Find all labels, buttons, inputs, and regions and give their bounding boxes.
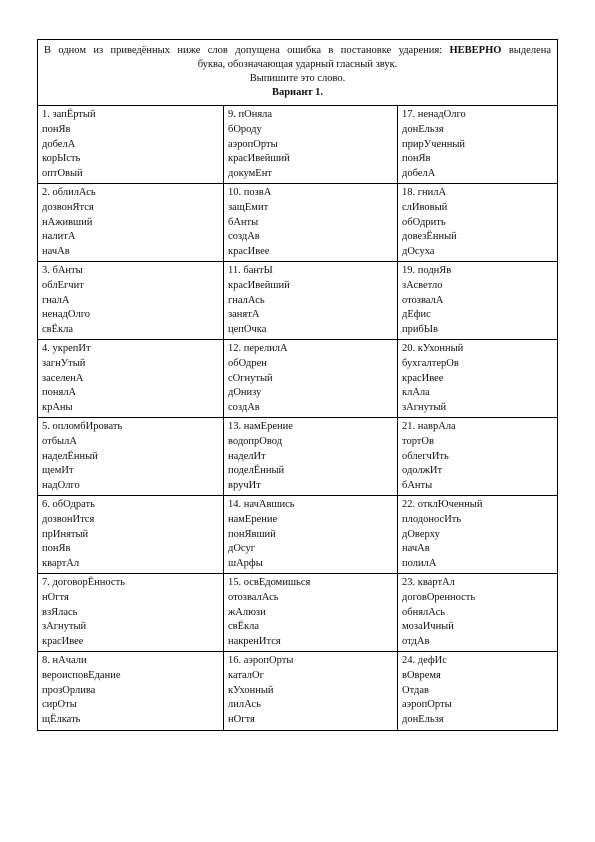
task-cell — [38, 652, 224, 730]
task-cell — [38, 262, 224, 340]
variant-title: Вариант 1. — [271, 87, 324, 98]
task-word: квартАл — [42, 558, 80, 570]
task-word: нОгтя — [228, 714, 255, 726]
task-word: 10. позвА — [228, 187, 272, 198]
task-word: красИвее — [228, 246, 270, 258]
task-word: сОгнутый — [228, 372, 273, 384]
task-word: 2. облилАсь — [42, 187, 96, 198]
task-cell — [398, 340, 557, 418]
task-word: мозаИчный — [402, 621, 454, 633]
instruction-block — [38, 40, 557, 106]
task-cell — [38, 340, 224, 418]
task-word: дОсуг — [228, 543, 256, 555]
task-word: взЯлась — [42, 606, 78, 618]
task-word: загнУтый — [42, 357, 86, 369]
task-word: создАв — [228, 231, 260, 243]
task-word: обОдрен — [228, 357, 267, 369]
task-word: щемИт — [42, 465, 74, 477]
task-word: понЯв — [402, 153, 431, 165]
task-word: 5. опломбИровать — [42, 421, 123, 432]
task-word: поделЁнный — [228, 465, 285, 477]
task-word: 6. обОдрать — [42, 499, 95, 510]
task-word: отозвалА — [402, 294, 444, 306]
task-word: добелА — [402, 168, 436, 180]
task-cell — [38, 574, 224, 652]
task-word: 21. наврАла — [402, 421, 456, 432]
task-word: налитА — [42, 231, 76, 243]
task-word: бОроду — [228, 123, 262, 135]
task-cell — [38, 418, 224, 496]
task-word: 20. кУхонный — [402, 343, 464, 354]
task-word: нАживший — [42, 216, 93, 228]
instruction-text-part2: выделена — [508, 45, 552, 56]
task-word: создАв — [228, 402, 260, 414]
task-word: жАлюзи — [228, 606, 266, 618]
task-word: нОгтя — [42, 591, 69, 603]
task-word: клАла — [402, 387, 430, 399]
task-word: зАгнутый — [42, 621, 87, 633]
task-word: дОсуха — [402, 246, 435, 258]
task-word: понялА — [42, 387, 77, 399]
task-cell — [224, 184, 398, 262]
task-cell — [224, 340, 398, 418]
task-cell — [398, 106, 557, 184]
task-word: наделИт — [228, 450, 266, 462]
task-word: понЯв — [42, 123, 71, 135]
task-word: каталОг — [228, 669, 264, 681]
task-word: тортОв — [402, 435, 434, 447]
task-word: лилАсь — [228, 699, 261, 711]
task-word: вОвремя — [402, 669, 441, 681]
task-word: занятА — [228, 309, 260, 321]
instruction-line-3: Выпишите это слово. — [249, 73, 346, 84]
task-cell — [398, 496, 557, 574]
task-word: договОренность — [402, 591, 476, 603]
task-word: свЁкла — [228, 621, 260, 633]
task-cell — [38, 184, 224, 262]
instruction-emphasis: НЕВЕРНО — [449, 45, 502, 56]
task-word: 16. аэропОрты — [228, 655, 294, 666]
task-word: донЕльзя — [402, 123, 444, 135]
task-word: 18. гнилА — [402, 187, 447, 198]
task-word: Отдав — [402, 684, 429, 696]
task-cell — [224, 574, 398, 652]
task-word: прозОрлива — [42, 684, 96, 696]
task-word: бАнты — [402, 480, 433, 492]
task-word: начАв — [42, 246, 70, 258]
task-word: прИнятый — [42, 528, 89, 540]
task-word: 15. освЕдомишься — [228, 577, 311, 588]
task-word: 11. бантЫ — [228, 265, 273, 276]
task-word: аэропОрты — [402, 699, 452, 711]
task-word: сирОты — [42, 699, 77, 711]
task-word: красИвейший — [228, 153, 290, 165]
worksheet-table — [37, 39, 558, 731]
task-word: начАв — [402, 543, 430, 555]
task-word: 7. договорЁнность — [42, 577, 125, 588]
task-word: защЕмит — [228, 201, 269, 213]
task-word: бАнты — [228, 216, 259, 228]
task-word: понЯв — [42, 543, 71, 555]
task-word: 22. отклЮченный — [402, 499, 483, 510]
task-word: понЯвший — [228, 528, 276, 540]
task-cell — [224, 652, 398, 730]
task-word: 1. запЁртый — [42, 109, 96, 120]
task-word: оптОвый — [42, 168, 83, 180]
task-cell — [398, 262, 557, 340]
task-word: прирУченный — [402, 138, 466, 150]
task-word: 8. нАчали — [42, 655, 87, 666]
instruction-line-2: буква, обозначающая ударный гласный звук. — [197, 59, 398, 70]
task-word: обОдрить — [402, 216, 446, 228]
task-word: 23. квартАл — [402, 577, 455, 588]
task-word: красИвейший — [228, 279, 290, 291]
task-word: отозвалАсь — [228, 591, 279, 603]
task-word: дОверху — [402, 528, 440, 540]
task-word: 14. начАвшись — [228, 499, 295, 510]
task-word: дЕфис — [402, 309, 431, 321]
task-word: довезЁнный — [402, 231, 457, 243]
task-cell — [224, 106, 398, 184]
task-cell — [38, 496, 224, 574]
task-word: 13. намЕрение — [228, 421, 293, 432]
task-word: гналА — [42, 294, 70, 306]
task-word: цепОчка — [228, 324, 267, 336]
task-word: донЕльзя — [402, 714, 444, 726]
task-word: свЁкла — [42, 324, 74, 336]
task-cell — [38, 106, 224, 184]
task-word: кУхонный — [228, 684, 274, 696]
task-word: облЕгчит — [42, 279, 84, 291]
task-word: 9. пОняла — [228, 109, 273, 120]
task-cell — [398, 574, 557, 652]
task-word: крАны — [42, 402, 73, 414]
task-word: вероисповЕдание — [42, 669, 121, 681]
task-word: 19. поднЯв — [402, 265, 452, 276]
task-word: отбылА — [42, 435, 77, 447]
task-word: щЁлкать — [42, 714, 81, 726]
task-word: намЕрение — [228, 513, 278, 525]
task-word: зАсветло — [402, 279, 443, 291]
task-word: красИвее — [402, 372, 444, 384]
instruction-line-1 — [44, 44, 551, 58]
task-word: 12. перелилА — [228, 343, 288, 354]
task-cell — [224, 418, 398, 496]
task-word: дОнизу — [228, 387, 262, 399]
task-word: облегчИть — [402, 450, 449, 462]
task-word: гналАсь — [228, 294, 265, 306]
task-word: дозвонЯтся — [42, 201, 94, 213]
task-cell — [224, 496, 398, 574]
task-word: 3. бАнты — [42, 265, 83, 276]
task-word: зАгнутый — [402, 402, 447, 414]
task-word: надОлго — [42, 480, 80, 492]
task-word: одолжИт — [402, 465, 443, 477]
task-word: красИвее — [42, 636, 84, 648]
task-cell — [398, 184, 557, 262]
task-cell — [398, 652, 557, 730]
task-word: добелА — [42, 138, 76, 150]
task-word: водопрОвод — [228, 435, 283, 447]
task-cell — [398, 418, 557, 496]
task-word: обнялАсь — [402, 606, 446, 618]
task-cell — [224, 262, 398, 340]
task-word: корЫсть — [42, 153, 81, 165]
task-word: прибЫв — [402, 324, 438, 336]
tasks-grid — [38, 106, 557, 730]
instruction-text-part1: В одном из приведённых ниже слов допущена ошибка в постановке ударения: — [44, 45, 443, 56]
task-word: аэропОрты — [228, 138, 278, 150]
task-word: 4. укрепИт — [42, 343, 91, 354]
task-word: заселенА — [42, 372, 84, 384]
task-word: дозвонИтся — [42, 513, 95, 525]
task-word: полилА — [402, 558, 437, 570]
task-word: 24. дефИс — [402, 655, 447, 666]
task-word: шАрфы — [228, 558, 263, 570]
task-word: бухгалтерОв — [402, 357, 459, 369]
task-word: докумЕнт — [228, 168, 272, 180]
task-word: накренИтся — [228, 636, 281, 648]
task-word: 17. ненадОлго — [402, 109, 466, 120]
task-word: отдАв — [402, 636, 430, 648]
task-word: наделЁнный — [42, 450, 98, 462]
task-word: плодоносИть — [402, 513, 462, 525]
task-word: вручИт — [228, 480, 261, 492]
task-word: ненадОлго — [42, 309, 91, 321]
task-word: слИвовый — [402, 201, 448, 213]
